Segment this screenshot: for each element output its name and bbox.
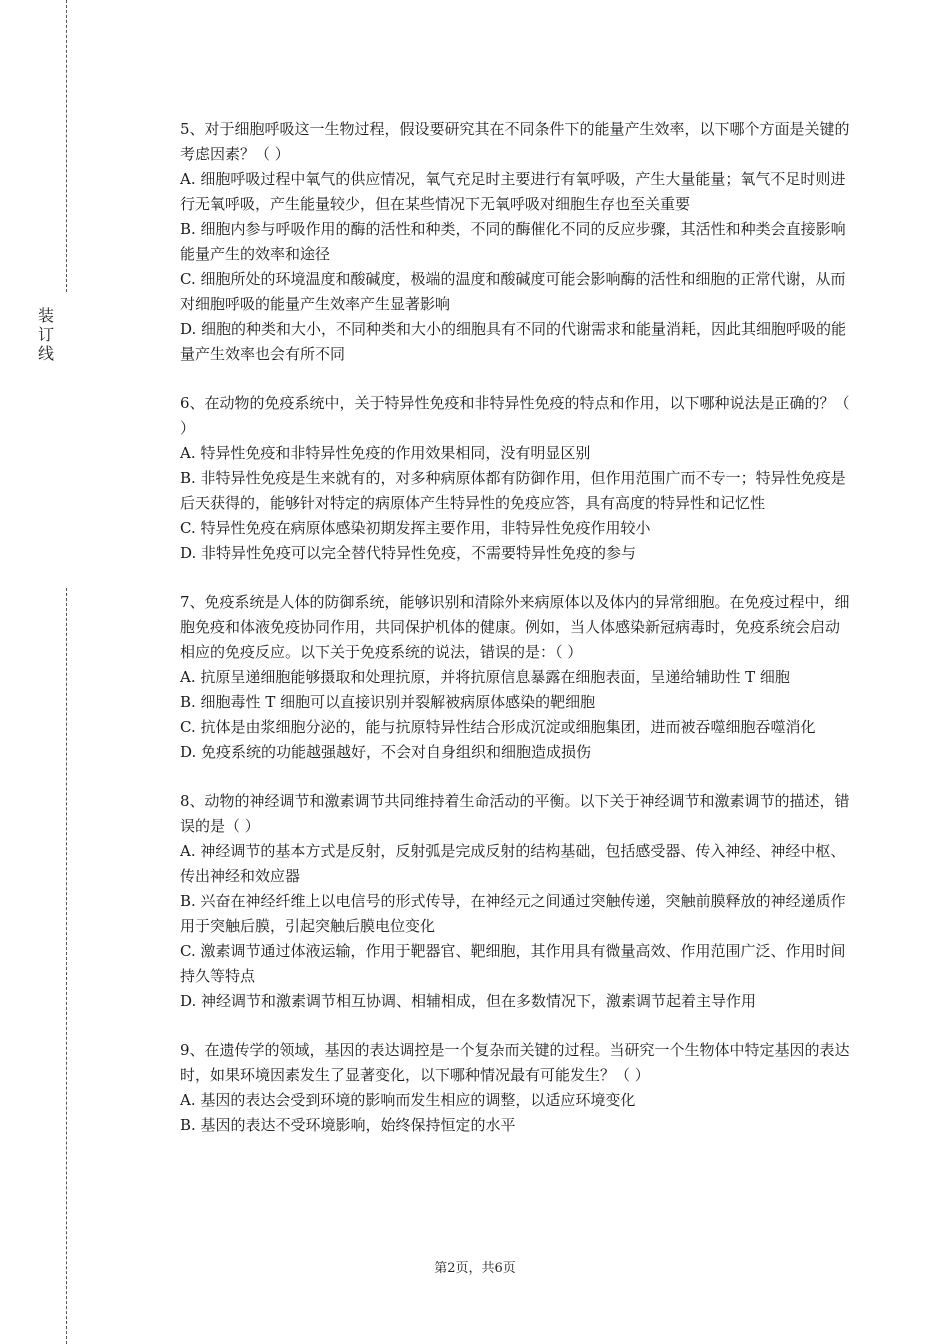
- option-b: B. 细胞毒性 T 细胞可以直接识别并裂解被病原体感染的靶细胞: [180, 693, 596, 711]
- option-c: C. 激素调节通过体液运输，作用于靶器官、靶细胞，其作用具有微量高效、作用范围广泛、作用时间持久等特点: [180, 942, 846, 985]
- option-a: A. 基因的表达会受到环境的影响而发生相应的调整，以适应环境变化: [180, 1091, 636, 1109]
- option-a: A. 神经调节的基本方式是反射，反射弧是完成反射的结构基础，包括感受器、传入神经、神经中枢、传出神经和效应器: [180, 842, 846, 885]
- question-9: [180, 1038, 852, 1138]
- option-d: D. 细胞的种类和大小，不同种类和大小的细胞具有不同的代谢需求和能量消耗，因此其细胞呼吸的能量产生效率也会有所不同: [180, 320, 847, 363]
- option-d: D. 免疫系统的功能越强越好，不会对自身组织和细胞造成损伤: [180, 743, 592, 761]
- binding-label-char: 装: [37, 306, 54, 325]
- binding-label-char: 订: [37, 325, 54, 344]
- question-stem: 7、免疫系统是人体的防御系统，能够识别和清除外来病原体以及体内的异常细胞。在免疫过程中，细胞免疫和体液免疫协同作用，共同保护机体的健康。例如，当人体感染新冠病毒时，免疫系统会启动相应的免疫反应。以下关于免疫系统的说法，错误的是：（ ）: [180, 593, 850, 661]
- option-d: D. 神经调节和激素调节相互协调、相辅相成，但在多数情况下，激素调节起着主导作用: [180, 992, 757, 1010]
- option-b: B. 基因的表达不受环境影响，始终保持恒定的水平: [180, 1116, 516, 1134]
- binding-label: [36, 306, 56, 363]
- question-8: [180, 789, 852, 1014]
- question-5: [180, 117, 852, 367]
- option-b: B. 细胞内参与呼吸作用的酶的活性和种类，不同的酶催化不同的反应步骤，其活性和种类会直接影响能量产生的效率和途径: [180, 220, 846, 263]
- option-a: A. 细胞呼吸过程中氧气的供应情况，氧气充足时主要进行有氧呼吸，产生大量能量；氧气不足时则进行无氧呼吸，产生能量较少，但在某些情况下无氧呼吸对细胞生存也至关重要: [180, 170, 846, 213]
- question-6: [180, 391, 852, 566]
- binding-label-char: 线: [37, 344, 54, 363]
- option-d: D. 非特异性免疫可以完全替代特异性免疫，不需要特异性免疫的参与: [180, 544, 637, 562]
- question-list: [180, 117, 852, 1162]
- question-stem: 5、对于细胞呼吸这一生物过程，假设要研究其在不同条件下的能量产生效率，以下哪个方面是关键的考虑因素？（ ）: [180, 120, 850, 163]
- option-c: C. 细胞所处的环境温度和酸碱度，极端的温度和酸碱度可能会影响酶的活性和细胞的正常代谢，从而对细胞呼吸的能量产生效率产生显著影响: [180, 270, 846, 313]
- question-7: [180, 590, 852, 765]
- question-stem: 6、在动物的免疫系统中，关于特异性免疫和非特异性免疫的特点和作用，以下哪种说法是正确的？（ ）: [180, 394, 850, 437]
- option-c: C. 特异性免疫在病原体感染初期发挥主要作用，非特异性免疫作用较小: [180, 519, 651, 537]
- page-number: 第2页，共6页: [434, 1261, 516, 1276]
- option-b: B. 兴奋在神经纤维上以电信号的形式传导，在神经元之间通过突触传递，突触前膜释放的神经递质作用于突触后膜，引起突触后膜电位变化: [180, 892, 846, 935]
- question-stem: 9、在遗传学的领域，基因的表达调控是一个复杂而关键的过程。当研究一个生物体中特定基因的表达时，如果环境因素发生了显著变化，以下哪种情况最有可能发生？（ ）: [180, 1041, 850, 1084]
- option-a: A. 特异性免疫和非特异性免疫的作用效果相同，没有明显区别: [180, 444, 591, 462]
- option-a: A. 抗原呈递细胞能够摄取和处理抗原，并将抗原信息暴露在细胞表面，呈递给辅助性 T 细胞: [180, 668, 790, 686]
- question-stem: 8、动物的神经调节和激素调节共同维持着生命活动的平衡。以下关于神经调节和激素调节的描述，错误的是（ ）: [180, 792, 850, 835]
- option-b: B. 非特异性免疫是生来就有的，对多种病原体都有防御作用，但作用范围广而不专一；特异性免疫是后天获得的，能够针对特定的病原体产生特异性的免疫应答，具有高度的特异性和记忆性: [180, 469, 846, 512]
- option-c: C. 抗体是由浆细胞分泌的，能与抗原特异性结合形成沉淀或细胞集团，进而被吞噬细胞吞噬消化: [180, 718, 816, 736]
- binding-dashed-line-bottom: [66, 588, 67, 1344]
- binding-dashed-line-top: [66, 0, 67, 292]
